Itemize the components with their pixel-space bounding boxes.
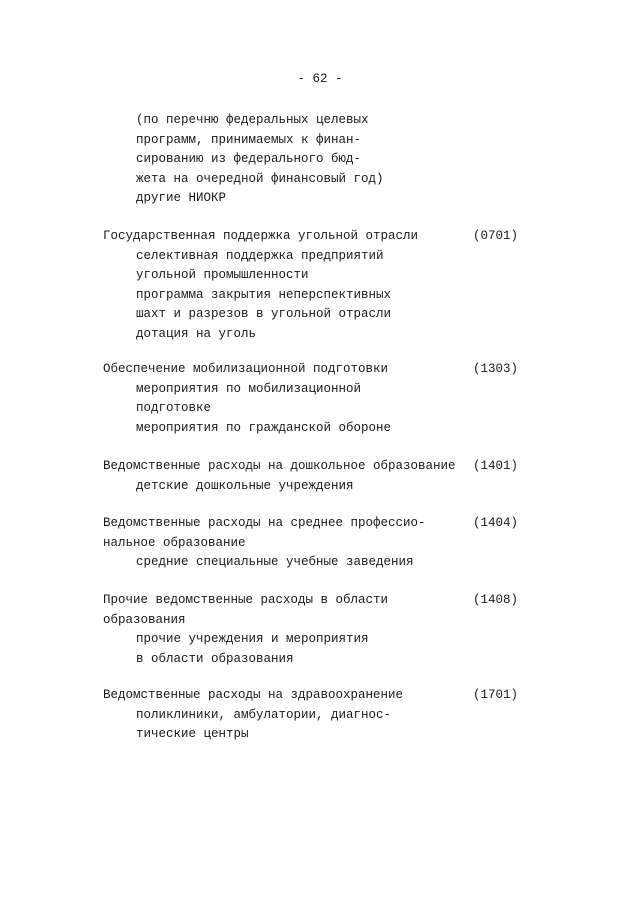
section-item: дотация на уголь	[136, 326, 257, 341]
intro-line: жета на очередной финансовый год)	[136, 171, 384, 186]
section-1303	[103, 360, 523, 438]
section-item: прочие учреждения и мероприятия	[136, 632, 369, 646]
section-title-text: Ведомственные расходы на здравоохранение	[103, 688, 404, 702]
intro-line: программ, принимаемых к финан-	[136, 132, 362, 147]
intro-line: другие НИОКР	[136, 191, 227, 205]
section-title	[103, 457, 523, 477]
section-item: угольной промышленности	[136, 268, 309, 282]
page-number: - 62 -	[297, 72, 343, 86]
section-title	[103, 686, 523, 706]
section-item: поликлиники, амбулатории, диагнос-	[136, 707, 392, 722]
section-1701	[103, 686, 523, 745]
section-item: тические центры	[136, 727, 249, 741]
section-code: (0701)	[473, 229, 519, 243]
section-code: (1408)	[473, 593, 519, 607]
section-title	[103, 514, 523, 534]
section-item: программа закрытия неперспективных	[136, 287, 392, 302]
section-title-continuation: нальное образование	[103, 535, 246, 550]
section-item: мероприятия по мобилизационной	[136, 381, 362, 396]
section-item: в области образования	[136, 651, 294, 666]
section-title-text: Прочие ведомственные расходы в области	[103, 593, 389, 607]
section-code: (1401)	[473, 459, 519, 473]
section-item: подготовке	[136, 401, 212, 415]
section-code: (1701)	[473, 688, 519, 702]
section-title-text: Обеспечение мобилизационной подготовки	[103, 362, 389, 376]
section-1401	[103, 457, 523, 496]
intro-line: (по перечню федеральных целевых	[136, 113, 369, 127]
section-title	[103, 360, 523, 380]
section-1404	[103, 514, 523, 573]
section-code: (1303)	[473, 362, 519, 376]
section-title	[103, 227, 523, 247]
section-title	[103, 591, 523, 611]
section-title-text: Государственная поддержка угольной отрасли	[103, 229, 419, 243]
section-title-continuation: образования	[103, 612, 186, 627]
section-title-text: Ведомственные расходы на дошкольное образование	[103, 459, 456, 473]
intro-line: сированию из федерального бюд-	[136, 152, 362, 166]
section-item: мероприятия по гражданской обороне	[136, 420, 392, 435]
section-title-text: Ведомственные расходы на среднее профессио-	[103, 516, 426, 530]
section-item: средние специальные учебные заведения	[136, 555, 414, 569]
section-code: (1404)	[473, 516, 519, 530]
section-item: детские дошкольные учреждения	[136, 478, 354, 493]
section-1408	[103, 591, 523, 669]
section-item: селективная поддержка предприятий	[136, 248, 384, 263]
intro-block	[103, 111, 523, 209]
section-0701	[103, 227, 523, 344]
section-item: шахт и разрезов в угольной отрасли	[136, 307, 392, 321]
